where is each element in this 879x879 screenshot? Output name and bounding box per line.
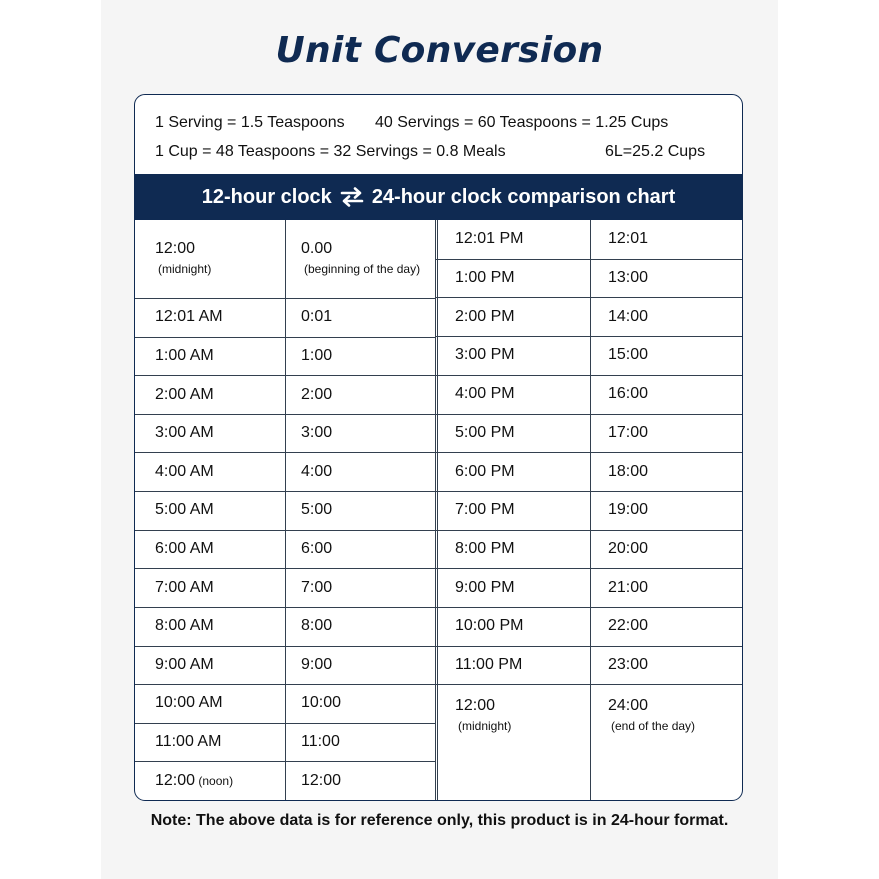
- left-24h-cell: [301, 656, 332, 674]
- right-12h-cell: [455, 697, 511, 733]
- left-24h-cell-value: 9:00: [301, 655, 333, 673]
- left-12h-cell-value: 3:00 AM: [155, 424, 214, 442]
- left-12h-cell-value: 11:00 AM: [155, 733, 222, 751]
- left-24h-cell-value: 3:00: [301, 424, 333, 442]
- right-24h-cell-value: 18:00: [608, 462, 649, 480]
- left-24h-cell-note: (beginning of the day): [304, 262, 421, 276]
- banner-right-label: 24-hour clock comparison chart: [371, 185, 676, 208]
- right-12h-cell-value: 2:00 PM: [455, 307, 515, 325]
- right-24h-cell-value: 20:00: [608, 539, 649, 557]
- right-12h-cell-value: 11:00 PM: [455, 656, 523, 674]
- right-24h-cell: [608, 269, 648, 287]
- conversion-liters-cups: 6L=25.2 Cups: [605, 143, 706, 160]
- right-24h-cell: [608, 540, 648, 558]
- right-12h-cell: [455, 424, 515, 442]
- left-12h-cell-note: (midnight): [158, 262, 212, 276]
- right-12h-cell: [455, 385, 515, 403]
- row-divider: [436, 684, 742, 685]
- left-12h-cell-value: 12:00: [155, 771, 196, 789]
- right-24h-cell-value: 17:00: [608, 423, 649, 441]
- left-12h-cell: [155, 617, 214, 635]
- right-24h-cell: [608, 697, 695, 733]
- left-24h-cell-value: 0:01: [301, 308, 333, 326]
- left-24h-cell: [301, 240, 420, 276]
- right-12h-cell: [455, 463, 515, 481]
- left-24h-cell: [301, 579, 332, 597]
- left-12h-cell: [155, 386, 214, 404]
- left-24h-cell-value: 5:00: [301, 501, 333, 519]
- left-24h-cell: [301, 617, 332, 635]
- left-12h-cell: [155, 733, 221, 751]
- right-24h-cell-value: 15:00: [608, 346, 649, 364]
- column-divider: [435, 220, 436, 800]
- left-12h-cell: [155, 424, 214, 442]
- left-24h-cell: [301, 386, 332, 404]
- right-24h-cell: [608, 424, 648, 442]
- left-24h-cell: [301, 308, 332, 326]
- left-12h-cell-value: 4:00 AM: [155, 462, 214, 480]
- right-24h-cell-value: 21:00: [608, 578, 649, 596]
- left-12h-cell-value: 12:01 AM: [155, 308, 223, 326]
- left-24h-cell-value: 7:00: [301, 578, 333, 596]
- right-24h-cell: [608, 501, 648, 519]
- reference-note: Note: The above data is for reference only, this product is in 24-hour format.: [150, 812, 729, 829]
- right-12h-cell: [455, 269, 515, 287]
- comparison-banner: [135, 174, 742, 220]
- row-divider: [436, 297, 742, 298]
- left-24h-cell: [301, 540, 332, 558]
- left-24h-cell-value: 6:00: [301, 540, 333, 557]
- left-24h-cell: [301, 501, 332, 519]
- left-24h-cell-value: 1:00: [301, 346, 333, 364]
- right-24h-cell: [608, 463, 648, 481]
- right-12h-cell-value: 12:00: [455, 697, 496, 715]
- right-12h-cell-value: 7:00 PM: [455, 501, 515, 519]
- left-24h-cell-value: 8:00: [301, 617, 333, 635]
- conversion-cup-meals: 1 Cup = 48 Teaspoons = 32 Servings = 0.8 Meals: [155, 143, 506, 160]
- left-12h-cell: [155, 772, 233, 790]
- row-divider: [436, 375, 742, 376]
- left-12h-cell-value: 12:00: [155, 240, 196, 257]
- right-12h-cell-value: 5:00 PM: [455, 423, 515, 441]
- left-24h-cell-value: 11:00: [301, 733, 340, 751]
- right-12h-cell-value: 3:00 PM: [455, 346, 515, 364]
- left-12h-cell-value: 9:00 AM: [155, 655, 214, 673]
- left-12h-cell: [155, 579, 214, 597]
- left-24h-cell: [301, 347, 332, 365]
- right-12h-cell-value: 1:00 PM: [455, 269, 515, 287]
- right-12h-cell-value: 9:00 PM: [455, 578, 515, 596]
- left-24h-cell-value: 12:00: [301, 771, 342, 789]
- right-24h-cell-value: 24:00: [608, 697, 649, 715]
- right-24h-cell: [608, 617, 648, 635]
- row-divider: [436, 414, 742, 415]
- right-24h-cell: [608, 230, 648, 248]
- row-divider: [436, 646, 742, 647]
- left-12h-cell-value: 1:00 AM: [155, 346, 214, 364]
- right-24h-cell-value: 19:00: [608, 501, 649, 519]
- right-24h-cell: [608, 656, 648, 674]
- right-24h-cell-value: 16:00: [608, 385, 649, 403]
- right-12h-cell: [455, 579, 515, 597]
- left-24h-cell: [301, 463, 332, 481]
- right-12h-cell: [455, 617, 523, 635]
- row-divider: [436, 607, 742, 608]
- right-24h-cell: [608, 346, 648, 364]
- row-divider: [436, 336, 742, 337]
- right-12h-cell-value: 6:00 PM: [455, 462, 515, 480]
- left-24h-cell: [301, 772, 341, 790]
- right-24h-cell-value: 14:00: [608, 307, 649, 325]
- right-24h-cell-value: 12:01: [608, 230, 649, 248]
- left-12h-cell: [155, 347, 214, 365]
- left-24h-cell: [301, 733, 340, 751]
- left-12h-cell: [155, 308, 223, 326]
- left-12h-cell: [155, 463, 214, 481]
- left-12h-cell-value: 10:00 AM: [155, 694, 223, 712]
- left-24h-cell-value: 4:00: [301, 462, 333, 480]
- right-12h-cell: [455, 346, 515, 364]
- swap-arrows-icon: [340, 187, 364, 207]
- conversion-card: [134, 94, 743, 801]
- left-12h-cell: [155, 240, 211, 276]
- right-24h-cell-value: 13:00: [608, 269, 649, 287]
- right-12h-cell: [455, 308, 515, 326]
- right-12h-cell-value: 10:00 PM: [455, 617, 524, 635]
- left-12h-cell-value: 7:00 AM: [155, 578, 214, 596]
- left-24h-cell: [301, 424, 332, 442]
- left-24h-cell-value: 2:00: [301, 385, 333, 403]
- right-12h-cell-value: 8:00 PM: [455, 539, 515, 557]
- column-divider: [590, 220, 591, 800]
- left-12h-cell: [155, 694, 223, 712]
- left-12h-cell-qualifier: (noon): [195, 773, 234, 788]
- left-24h-cell-value: 10:00: [301, 694, 342, 712]
- left-24h-cell: [301, 694, 341, 712]
- row-divider: [436, 568, 742, 569]
- column-divider: [437, 220, 438, 800]
- right-24h-cell: [608, 579, 648, 597]
- right-12h-cell-value: 12:01 PM: [455, 230, 524, 248]
- right-12h-cell: [455, 230, 523, 248]
- right-24h-cell-value: 22:00: [608, 617, 649, 635]
- conversion-serving-teaspoons: 1 Serving = 1.5 Teaspoons: [155, 114, 345, 131]
- right-12h-cell-value: 4:00 PM: [455, 385, 515, 403]
- row-divider: [436, 530, 742, 531]
- clock-comparison-table: [135, 220, 742, 800]
- banner-left-label: 12-hour clock: [201, 185, 332, 208]
- right-12h-cell: [455, 656, 522, 674]
- left-12h-cell: [155, 656, 214, 674]
- right-12h-cell: [455, 501, 515, 519]
- right-24h-cell: [608, 385, 648, 403]
- left-12h-cell: [155, 540, 214, 558]
- left-12h-cell-value: 5:00 AM: [155, 501, 214, 519]
- right-24h-cell: [608, 308, 648, 326]
- column-divider: [285, 220, 286, 800]
- row-divider: [436, 491, 742, 492]
- left-12h-cell-value: 8:00 AM: [155, 617, 214, 635]
- conversion-servings-cups: 40 Servings = 60 Teaspoons = 1.25 Cups: [375, 114, 669, 131]
- left-12h-cell-value: 2:00 AM: [155, 385, 214, 403]
- left-12h-cell: [155, 501, 214, 519]
- right-12h-cell-note: (midnight): [458, 719, 512, 734]
- right-24h-cell-value: 23:00: [608, 656, 649, 674]
- row-divider: [436, 452, 742, 453]
- row-divider: [436, 259, 742, 260]
- right-12h-cell: [455, 540, 515, 558]
- left-12h-cell-value: 6:00 AM: [155, 540, 214, 557]
- left-24h-cell-value: 0.00: [301, 240, 333, 257]
- page-title: Unit Conversion: [275, 30, 604, 71]
- right-24h-cell-note: (end of the day): [611, 719, 696, 734]
